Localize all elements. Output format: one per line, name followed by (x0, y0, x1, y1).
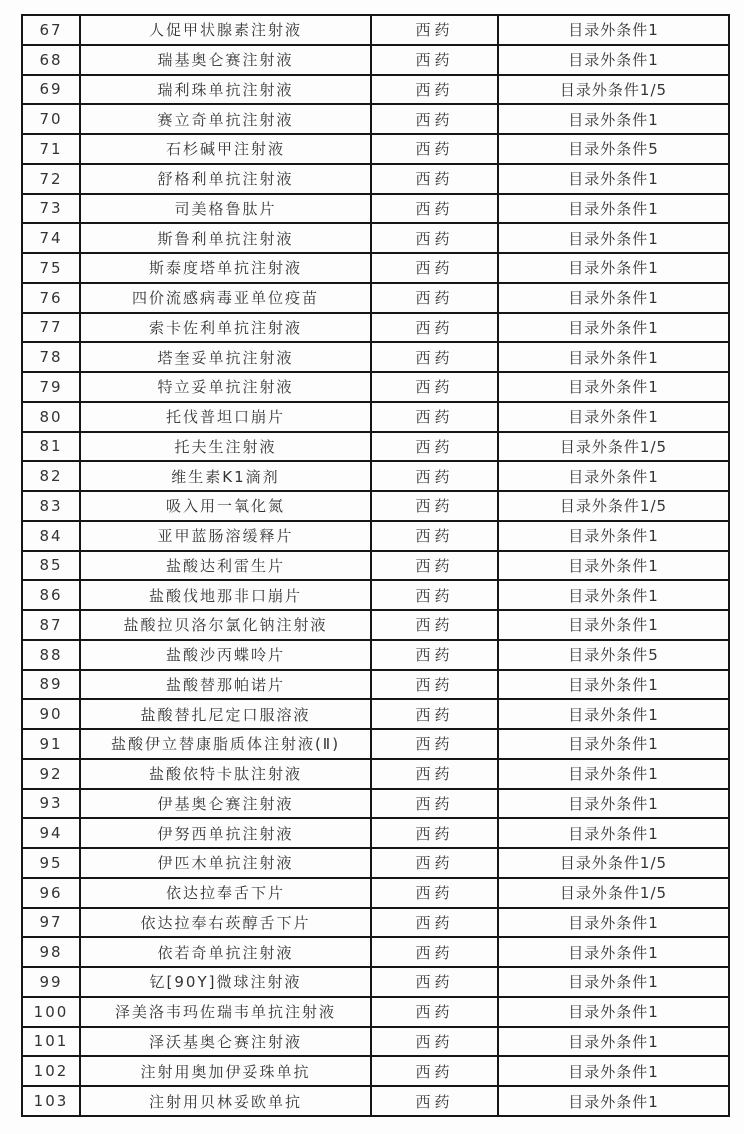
category-cell: 西药 (371, 461, 498, 491)
condition-cell: 目录外条件1 (498, 937, 729, 967)
table-row (22, 997, 729, 1027)
table-row (22, 104, 729, 134)
category-cell: 西药 (371, 313, 498, 343)
table-row (22, 223, 729, 253)
table-row (22, 313, 729, 343)
category-cell: 西药 (371, 967, 498, 997)
table-row (22, 432, 729, 462)
table-row (22, 194, 729, 224)
condition-cell: 目录外条件1 (498, 194, 729, 224)
drug-name-cell: 盐酸伊立替康脂质体注射液(Ⅱ) (80, 729, 371, 759)
row-number-cell: 87 (22, 610, 80, 640)
condition-cell: 目录外条件1 (498, 521, 729, 551)
condition-cell: 目录外条件1 (498, 372, 729, 402)
table-row (22, 75, 729, 105)
row-number-cell: 94 (22, 818, 80, 848)
condition-cell: 目录外条件1/5 (498, 491, 729, 521)
drug-name-cell: 盐酸替那帕诺片 (80, 670, 371, 700)
drug-name-cell: 依若奇单抗注射液 (80, 937, 371, 967)
table-row (22, 878, 729, 908)
table-row (22, 699, 729, 729)
category-cell: 西药 (371, 253, 498, 283)
condition-cell: 目录外条件1 (498, 729, 729, 759)
drug-name-cell: 注射用贝林妥欧单抗 (80, 1086, 371, 1116)
drug-name-cell: 维生素K1滴剂 (80, 461, 371, 491)
table-row (22, 640, 729, 670)
drug-list-table (21, 14, 730, 1117)
table-row (22, 967, 729, 997)
category-cell: 西药 (371, 848, 498, 878)
category-cell: 西药 (371, 1027, 498, 1057)
category-cell: 西药 (371, 372, 498, 402)
row-number-cell: 70 (22, 104, 80, 134)
condition-cell: 目录外条件1/5 (498, 878, 729, 908)
row-number-cell: 83 (22, 491, 80, 521)
category-cell: 西药 (371, 15, 498, 45)
drug-name-cell: 亚甲蓝肠溶缓释片 (80, 521, 371, 551)
table-row (22, 372, 729, 402)
table-body (22, 15, 729, 1116)
row-number-cell: 95 (22, 848, 80, 878)
category-cell: 西药 (371, 104, 498, 134)
drug-name-cell: 钇[90Y]微球注射液 (80, 967, 371, 997)
drug-name-cell: 人促甲状腺素注射液 (80, 15, 371, 45)
table-row (22, 759, 729, 789)
table-row (22, 610, 729, 640)
row-number-cell: 93 (22, 789, 80, 819)
condition-cell: 目录外条件1 (498, 967, 729, 997)
table-row (22, 491, 729, 521)
table-row (22, 1027, 729, 1057)
condition-cell: 目录外条件1 (498, 461, 729, 491)
row-number-cell: 91 (22, 729, 80, 759)
row-number-cell: 73 (22, 194, 80, 224)
category-cell: 西药 (371, 491, 498, 521)
drug-name-cell: 斯鲁利单抗注射液 (80, 223, 371, 253)
row-number-cell: 100 (22, 997, 80, 1027)
table-row (22, 818, 729, 848)
table-row (22, 1086, 729, 1116)
category-cell: 西药 (371, 551, 498, 581)
drug-name-cell: 吸入用一氧化氮 (80, 491, 371, 521)
table-row (22, 15, 729, 45)
category-cell: 西药 (371, 432, 498, 462)
row-number-cell: 89 (22, 670, 80, 700)
drug-name-cell: 盐酸沙丙蝶呤片 (80, 640, 371, 670)
category-cell: 西药 (371, 878, 498, 908)
category-cell: 西药 (371, 818, 498, 848)
condition-cell: 目录外条件1 (498, 342, 729, 372)
category-cell: 西药 (371, 759, 498, 789)
category-cell: 西药 (371, 580, 498, 610)
condition-cell: 目录外条件1 (498, 1086, 729, 1116)
category-cell: 西药 (371, 283, 498, 313)
condition-cell: 目录外条件1/5 (498, 432, 729, 462)
row-number-cell: 97 (22, 908, 80, 938)
row-number-cell: 85 (22, 551, 80, 581)
condition-cell: 目录外条件1 (498, 997, 729, 1027)
category-cell: 西药 (371, 937, 498, 967)
table-row (22, 283, 729, 313)
row-number-cell: 90 (22, 699, 80, 729)
category-cell: 西药 (371, 908, 498, 938)
condition-cell: 目录外条件1 (498, 402, 729, 432)
drug-name-cell: 依达拉奉舌下片 (80, 878, 371, 908)
drug-name-cell: 依达拉奉右莰醇舌下片 (80, 908, 371, 938)
row-number-cell: 82 (22, 461, 80, 491)
row-number-cell: 84 (22, 521, 80, 551)
category-cell: 西药 (371, 194, 498, 224)
category-cell: 西药 (371, 610, 498, 640)
drug-name-cell: 伊匹木单抗注射液 (80, 848, 371, 878)
drug-name-cell: 塔奎妥单抗注射液 (80, 342, 371, 372)
row-number-cell: 102 (22, 1056, 80, 1086)
drug-name-cell: 盐酸替扎尼定口服溶液 (80, 699, 371, 729)
table-row (22, 937, 729, 967)
row-number-cell: 75 (22, 253, 80, 283)
table-row (22, 551, 729, 581)
row-number-cell: 88 (22, 640, 80, 670)
category-cell: 西药 (371, 789, 498, 819)
condition-cell: 目录外条件1 (498, 45, 729, 75)
category-cell: 西药 (371, 45, 498, 75)
condition-cell: 目录外条件1 (498, 908, 729, 938)
table-row (22, 521, 729, 551)
row-number-cell: 99 (22, 967, 80, 997)
condition-cell: 目录外条件1 (498, 580, 729, 610)
condition-cell: 目录外条件5 (498, 640, 729, 670)
row-number-cell: 72 (22, 164, 80, 194)
category-cell: 西药 (371, 342, 498, 372)
condition-cell: 目录外条件1/5 (498, 75, 729, 105)
row-number-cell: 69 (22, 75, 80, 105)
condition-cell: 目录外条件1 (498, 789, 729, 819)
condition-cell: 目录外条件1 (498, 313, 729, 343)
drug-name-cell: 泽沃基奥仑赛注射液 (80, 1027, 371, 1057)
drug-name-cell: 盐酸伐地那非口崩片 (80, 580, 371, 610)
row-number-cell: 86 (22, 580, 80, 610)
table-row (22, 580, 729, 610)
table-row (22, 164, 729, 194)
condition-cell: 目录外条件1 (498, 1056, 729, 1086)
table-row (22, 789, 729, 819)
row-number-cell: 71 (22, 134, 80, 164)
drug-name-cell: 赛立奇单抗注射液 (80, 104, 371, 134)
condition-cell: 目录外条件1 (498, 104, 729, 134)
category-cell: 西药 (371, 402, 498, 432)
condition-cell: 目录外条件1 (498, 253, 729, 283)
drug-name-cell: 托夫生注射液 (80, 432, 371, 462)
row-number-cell: 103 (22, 1086, 80, 1116)
category-cell: 西药 (371, 134, 498, 164)
condition-cell: 目录外条件1 (498, 670, 729, 700)
table-row (22, 670, 729, 700)
row-number-cell: 81 (22, 432, 80, 462)
drug-name-cell: 索卡佐利单抗注射液 (80, 313, 371, 343)
category-cell: 西药 (371, 640, 498, 670)
category-cell: 西药 (371, 1086, 498, 1116)
category-cell: 西药 (371, 729, 498, 759)
condition-cell: 目录外条件1 (498, 551, 729, 581)
drug-name-cell: 舒格利单抗注射液 (80, 164, 371, 194)
drug-name-cell: 斯泰度塔单抗注射液 (80, 253, 371, 283)
drug-name-cell: 盐酸拉贝洛尔氯化钠注射液 (80, 610, 371, 640)
condition-cell: 目录外条件1 (498, 1027, 729, 1057)
row-number-cell: 101 (22, 1027, 80, 1057)
category-cell: 西药 (371, 699, 498, 729)
row-number-cell: 76 (22, 283, 80, 313)
row-number-cell: 67 (22, 15, 80, 45)
row-number-cell: 68 (22, 45, 80, 75)
table-row (22, 908, 729, 938)
drug-name-cell: 石杉碱甲注射液 (80, 134, 371, 164)
category-cell: 西药 (371, 164, 498, 194)
row-number-cell: 92 (22, 759, 80, 789)
condition-cell: 目录外条件1 (498, 610, 729, 640)
drug-name-cell: 注射用奥加伊妥珠单抗 (80, 1056, 371, 1086)
condition-cell: 目录外条件1/5 (498, 848, 729, 878)
drug-name-cell: 泽美洛韦玛佐瑞韦单抗注射液 (80, 997, 371, 1027)
condition-cell: 目录外条件1 (498, 818, 729, 848)
row-number-cell: 98 (22, 937, 80, 967)
category-cell: 西药 (371, 997, 498, 1027)
drug-name-cell: 瑞基奥仑赛注射液 (80, 45, 371, 75)
drug-name-cell: 托伐普坦口崩片 (80, 402, 371, 432)
condition-cell: 目录外条件5 (498, 134, 729, 164)
table-row (22, 729, 729, 759)
table-row (22, 848, 729, 878)
table-row (22, 402, 729, 432)
category-cell: 西药 (371, 223, 498, 253)
row-number-cell: 78 (22, 342, 80, 372)
drug-name-cell: 司美格鲁肽片 (80, 194, 371, 224)
condition-cell: 目录外条件1 (498, 15, 729, 45)
table-row (22, 342, 729, 372)
category-cell: 西药 (371, 1056, 498, 1086)
table-row (22, 253, 729, 283)
row-number-cell: 96 (22, 878, 80, 908)
drug-name-cell: 瑞利珠单抗注射液 (80, 75, 371, 105)
row-number-cell: 80 (22, 402, 80, 432)
condition-cell: 目录外条件1 (498, 223, 729, 253)
condition-cell: 目录外条件1 (498, 164, 729, 194)
row-number-cell: 74 (22, 223, 80, 253)
table-row (22, 134, 729, 164)
condition-cell: 目录外条件1 (498, 759, 729, 789)
condition-cell: 目录外条件1 (498, 699, 729, 729)
row-number-cell: 77 (22, 313, 80, 343)
condition-cell: 目录外条件1 (498, 283, 729, 313)
table-row (22, 1056, 729, 1086)
drug-name-cell: 伊基奥仑赛注射液 (80, 789, 371, 819)
table-row (22, 461, 729, 491)
table-row (22, 45, 729, 75)
category-cell: 西药 (371, 75, 498, 105)
category-cell: 西药 (371, 521, 498, 551)
row-number-cell: 79 (22, 372, 80, 402)
category-cell: 西药 (371, 670, 498, 700)
drug-name-cell: 特立妥单抗注射液 (80, 372, 371, 402)
drug-name-cell: 盐酸依特卡肽注射液 (80, 759, 371, 789)
drug-name-cell: 盐酸达利雷生片 (80, 551, 371, 581)
drug-name-cell: 伊努西单抗注射液 (80, 818, 371, 848)
drug-name-cell: 四价流感病毒亚单位疫苗 (80, 283, 371, 313)
